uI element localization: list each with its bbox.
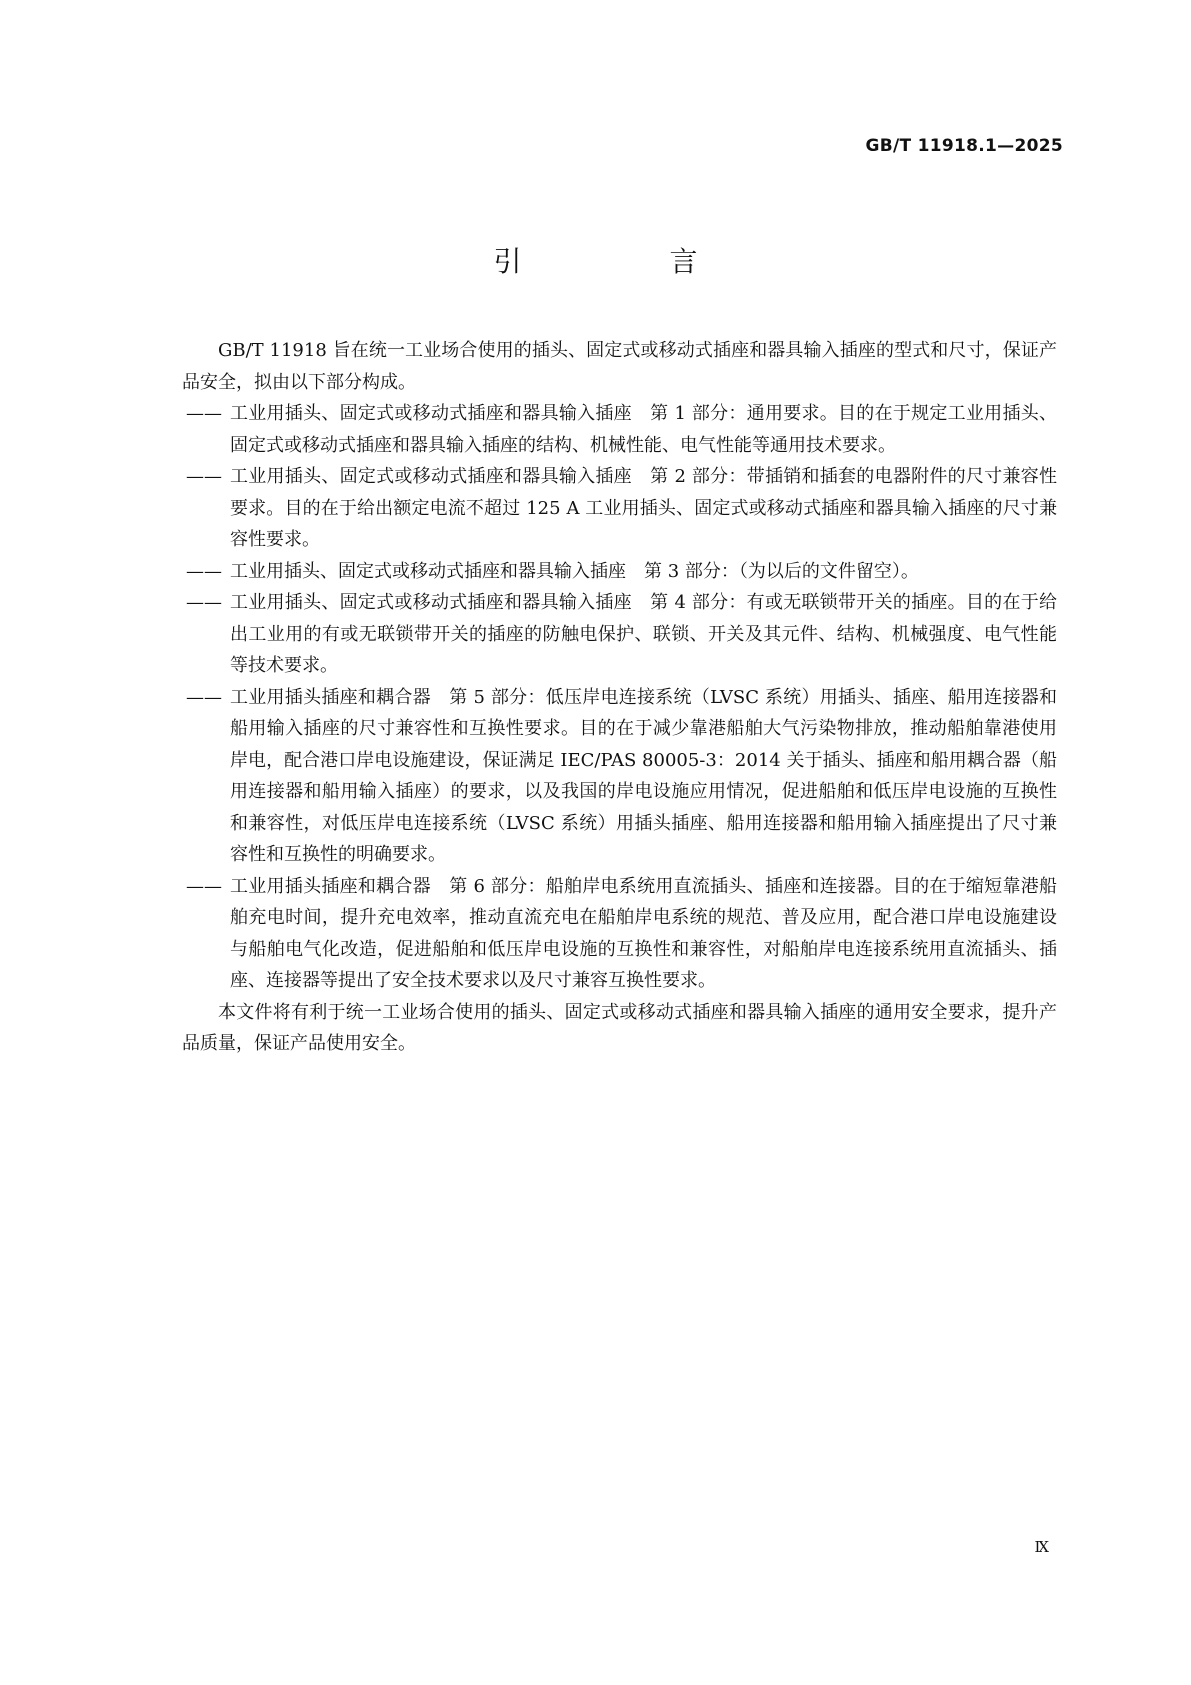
dash-marker: —— — [186, 875, 222, 897]
part-item-5 — [182, 682, 1057, 871]
dash-marker: —— — [186, 466, 222, 487]
part-item-3 — [182, 556, 1057, 588]
dash-marker: —— — [186, 560, 222, 582]
dash-marker: —— — [186, 592, 222, 613]
page-title: 引 言 — [493, 245, 758, 278]
part-text: 工业用插头、固定式或移动式插座和器具输入插座 第 3 部分：（为以后的文件留空）。 — [230, 560, 919, 582]
dash-marker: —— — [186, 686, 222, 708]
dash-marker: —— — [186, 403, 222, 424]
part-item-1 — [182, 398, 1057, 461]
part-text: 工业用插头、固定式或移动式插座和器具输入插座 第 4 部分：有或无联锁带开关的插座。目的在于给出工业用的有或无联锁带开关的插座的防触电保护、联锁、开关及其元件、结构、机械强度、电气性能等技术要求。 — [230, 592, 1057, 676]
part-item-2 — [182, 461, 1057, 556]
part-text: 工业用插头、固定式或移动式插座和器具输入插座 第 1 部分：通用要求。目的在于规定工业用插头、固定式或移动式插座和器具输入插座的结构、机械性能、电气性能等通用技术要求。 — [230, 403, 1057, 456]
part-text: 工业用插头插座和耦合器 第 6 部分：船舶岸电系统用直流插头、插座和连接器。目的在于缩短靠港船舶充电时间，提升充电效率，推动直流充电在船舶岸电系统的规范、普及应用，配合港口岸电设施建设与船舶电气化改造，促进船舶和低压岸电设施的互换性和兼容性，对船舶岸电连接系统用直流插头、插座、连接器等提出了安全技术要求以及尺寸兼容互换性要求。 — [230, 875, 1057, 991]
part-item-6 — [182, 871, 1057, 997]
intro-paragraph: GB/T 11918 旨在统一工业场合使用的插头、固定式或移动式插座和器具输入插座的型式和尺寸，保证产品安全，拟由以下部分构成。 — [182, 340, 1057, 393]
part-text: 工业用插头插座和耦合器 第 5 部分：低压岸电连接系统（LVSC 系统）用插头、插座、船用连接器和船用输入插座的尺寸兼容性和互换性要求。目的在于减少靠港船舶大气污染物排放，推动船舶靠港使用岸电，配合港口岸电设施建设，保证满足 IEC/PAS 80005-3：2014 关于插头、插座和船用耦合器（船用连接器和船用输入插座）的要求，以及我国的岸电设施应用情况，促进船舶和低压岸电设施的互换性和兼容性，对低压岸电连接系统（LVSC 系统）用插头插座、船用连接器和船用输入插座提出了尺寸兼容性和互换性的明确要求。 — [230, 686, 1057, 865]
closing-paragraph: 本文件将有利于统一工业场合使用的插头、固定式或移动式插座和器具输入插座的通用安全要求，提升产品质量，保证产品使用安全。 — [182, 1001, 1057, 1054]
document-body — [182, 335, 1057, 1060]
part-text: 工业用插头、固定式或移动式插座和器具输入插座 第 2 部分：带插销和插套的电器附件的尺寸兼容性要求。目的在于给出额定电流不超过 125 A 工业用插头、固定式或移动式插座和器具输入插座的尺寸兼容性要求。 — [230, 466, 1057, 550]
page-number: Ⅸ — [1034, 1538, 1049, 1556]
standard-code: GB/T 11918.1—2025 — [865, 136, 1063, 156]
part-item-4 — [182, 587, 1057, 682]
